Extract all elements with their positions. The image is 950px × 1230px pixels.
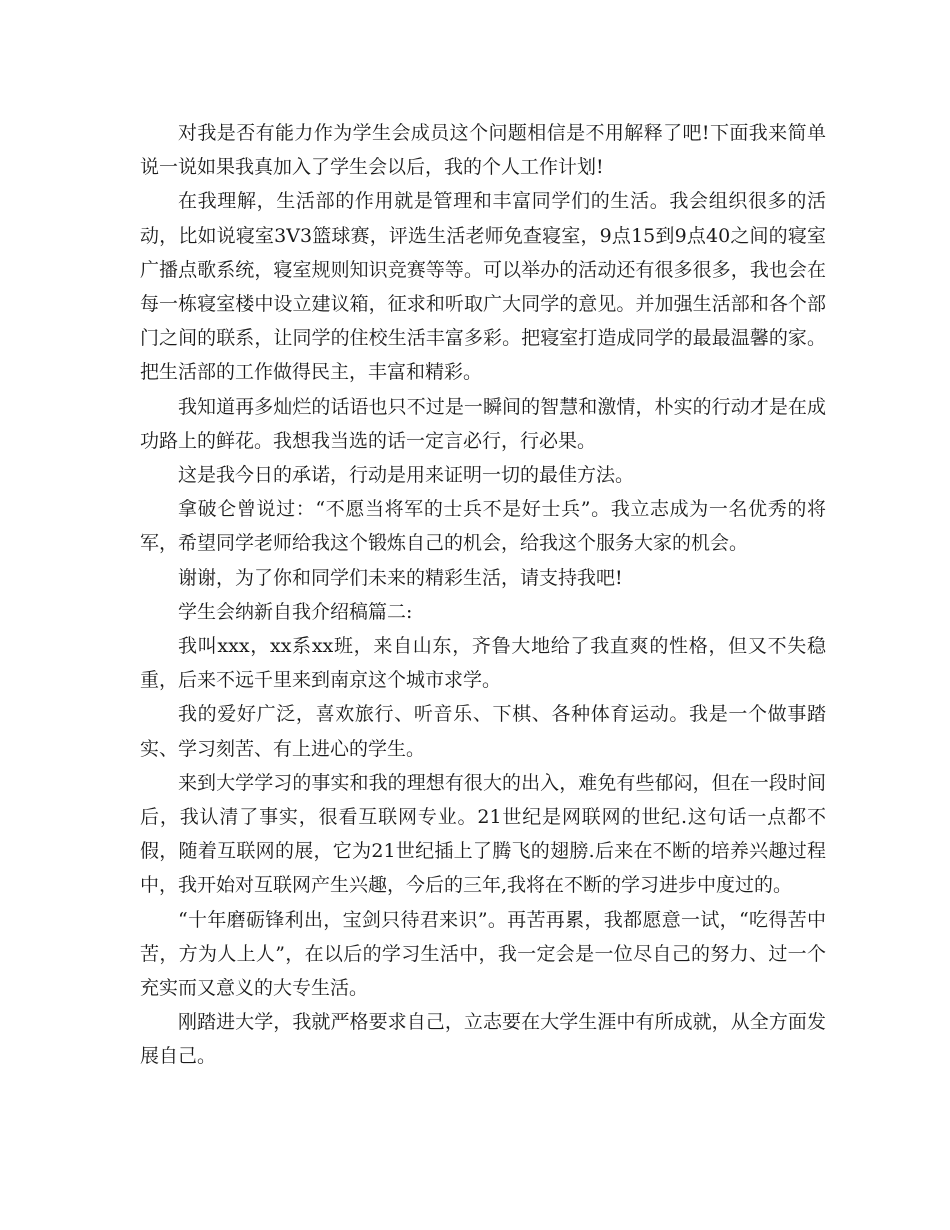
paragraph-2: 在我理解，生活部的作用就是管理和丰富同学们的生活。我会组织很多的活动，比如说寝室3V3篮球赛，评选生活老师免查寝室，9点15到9点40之间的寝室广播点歌系统，寝室规则知识竞赛等等。可以举办的活动还有很多很多，我也会在每一栋寝室楼中设立建议箱，征求和听取广大同学的意见。并加强生活部和各个部门之间的联系，让同学的住校生活丰富多彩。把寝室打造成同学的最最温馨的家。把生活部的工作做得民主，丰富和精彩。 [140, 190, 826, 384]
paragraph-7: 我叫xxx，xx系xx班，来自山东，齐鲁大地给了我直爽的性格，但又不失稳重，后来不远千里来到南京这个城市求学。 [140, 635, 826, 692]
section-heading: 学生会纳新自我介绍稿篇二: [178, 600, 413, 623]
document-body [140, 116, 826, 1074]
paragraph-4: 这是我今日的承诺，行动是用来证明一切的最佳方法。 [178, 464, 635, 487]
paragraph-9: 来到大学学习的事实和我的理想有很大的出入，难免有些郁闷，但在一段时间后，我认清了事实，很看互联网专业。21世纪是网联网的世纪.这句话一点都不假，随着互联网的展，它为21世纪插上了腾飞的翅膀.后来在不断的培养兴趣过程中，我开始对互联网产生兴趣，今后的三年,我将在不断的学习进步中度过的。 [140, 771, 826, 897]
paragraph-11: 刚踏进大学，我就严格要求自己，立志要在大学生涯中有所成就，从全方面发展自己。 [140, 1011, 826, 1068]
paragraph-6: 谢谢，为了你和同学们未来的精彩生活，请支持我吧! [178, 566, 623, 589]
paragraph-8: 我的爱好广泛，喜欢旅行、听音乐、下棋、各种体育运动。我是一个做事踏实、学习刻苦、有上进心的学生。 [140, 703, 826, 760]
paragraph-5: 拿破仑曾说过：“不愿当将军的士兵不是好士兵”。我立志成为一名优秀的将军，希望同学老师给我这个锻炼自己的机会，给我这个服务大家的机会。 [140, 498, 826, 555]
paragraph-10: “十年磨砺锋利出，宝剑只待君来识”。再苦再累，我都愿意一试，“吃得苦中苦，方为人上人”，在以后的学习生活中，我一定会是一位尽自己的努力、过一个充实而又意义的大专生活。 [140, 908, 826, 1000]
paragraph-3: 我知道再多灿烂的话语也只不过是一瞬间的智慧和激情，朴实的行动才是在成功路上的鲜花。我想我当选的话一定言必行，行必果。 [140, 395, 826, 452]
paragraph-1: 对我是否有能力作为学生会成员这个问题相信是不用解释了吧!下面我来简单说一说如果我真加入了学生会以后，我的个人工作计划! [140, 122, 826, 179]
